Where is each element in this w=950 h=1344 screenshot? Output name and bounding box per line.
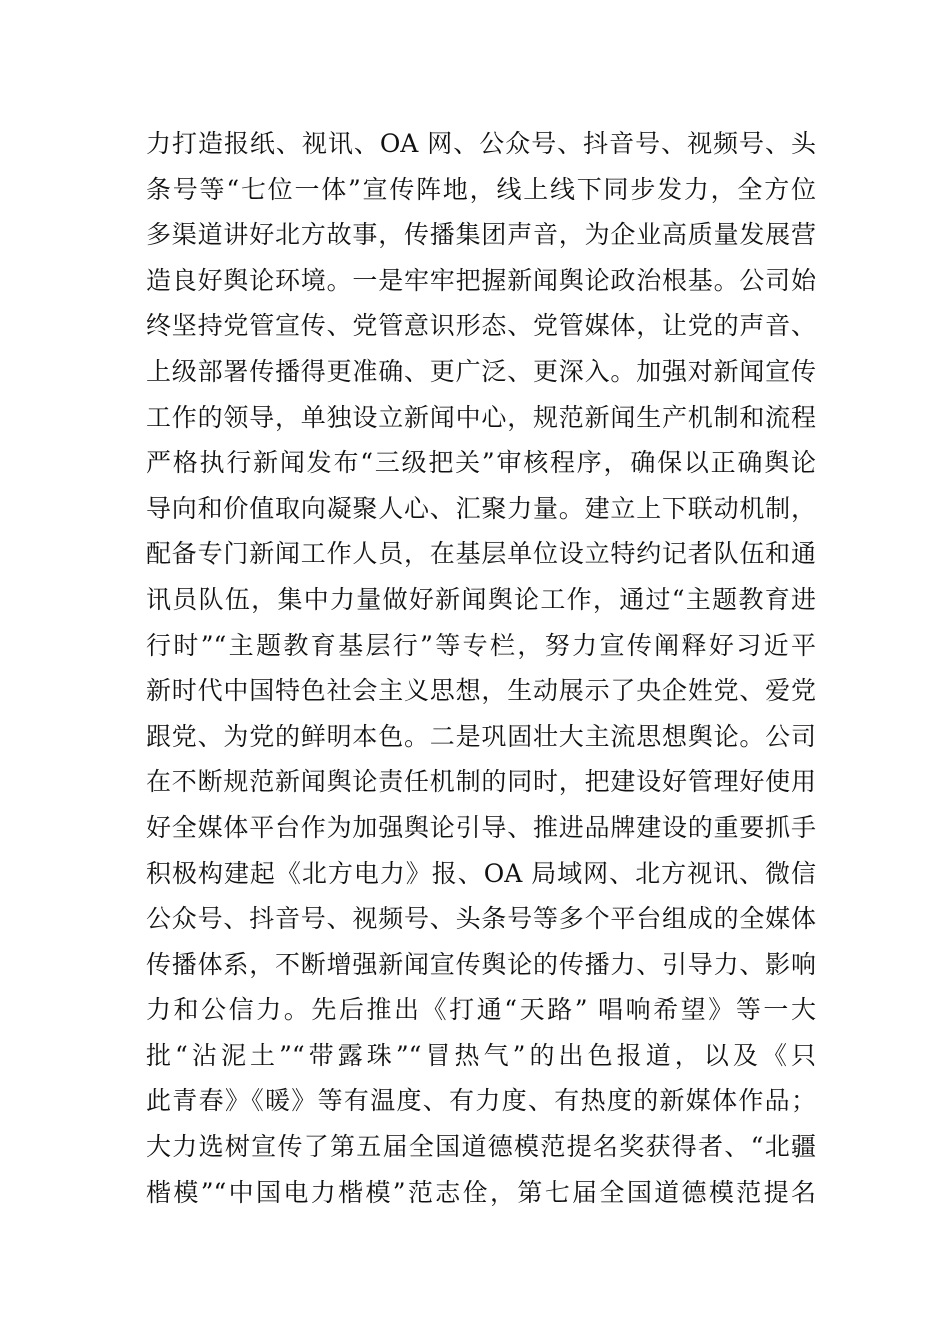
text-line-21: 批“沾泥土”“带露珠”“冒热气”的出色报道，以及《只 bbox=[146, 1040, 816, 1070]
text-line-4: 造良好舆论环境。一是牢牢把握新闻舆论政治根基。公司始 bbox=[146, 265, 816, 295]
text-line-17: 积极构建起《北方电力》报、OA 局域网、北方视讯、微信 bbox=[146, 858, 816, 888]
text-line-16: 好全媒体平台作为加强舆论引导、推进品牌建设的重要抓手 bbox=[146, 812, 816, 842]
text-line-19: 传播体系，不断增强新闻宣传舆论的传播力、引导力、影响 bbox=[146, 949, 816, 979]
text-line-7: 工作的领导，单独设立新闻中心，规范新闻生产机制和流程 bbox=[146, 402, 816, 432]
text-line-15: 在不断规范新闻舆论责任机制的同时，把建设好管理好使用 bbox=[146, 767, 816, 797]
text-line-23: 大力选树宣传了第五届全国道德模范提名奖获得者、“北疆 bbox=[146, 1132, 816, 1162]
body-text bbox=[146, 121, 816, 1215]
text-line-2: 条号等“七位一体”宣传阵地，线上线下同步发力，全方位 bbox=[146, 174, 816, 204]
text-line-3: 多渠道讲好北方故事，传播集团声音，为企业高质量发展营 bbox=[146, 220, 816, 250]
text-line-9: 导向和价值取向凝聚人心、汇聚力量。建立上下联动机制， bbox=[146, 493, 816, 523]
text-line-11: 讯员队伍，集中力量做好新闻舆论工作，通过“主题教育进 bbox=[146, 584, 816, 614]
text-line-8: 严格执行新闻发布“三级把关”审核程序，确保以正确舆论 bbox=[146, 448, 816, 478]
text-line-10: 配备专门新闻工作人员，在基层单位设立特约记者队伍和通 bbox=[146, 539, 816, 569]
text-line-22: 此青春》《暖》等有温度、有力度、有热度的新媒体作品； bbox=[146, 1086, 816, 1116]
text-line-12: 行时”“主题教育基层行”等专栏，努力宣传阐释好习近平 bbox=[146, 630, 816, 660]
text-line-1: 力打造报纸、视讯、OA 网、公众号、抖音号、视频号、头 bbox=[146, 129, 816, 158]
text-line-18: 公众号、抖音号、视频号、头条号等多个平台组成的全媒体 bbox=[146, 904, 816, 934]
text-line-24: 楷模”“中国电力楷模”范志佺，第七届全国道德模范提名 bbox=[146, 1177, 816, 1207]
text-line-13: 新时代中国特色社会主义思想，生动展示了央企姓党、爱党 bbox=[146, 676, 816, 706]
text-line-5: 终坚持党管宣传、党管意识形态、党管媒体，让党的声音、 bbox=[146, 311, 816, 341]
text-line-6: 上级部署传播得更准确、更广泛、更深入。加强对新闻宣传 bbox=[146, 356, 816, 386]
text-line-20: 力和公信力。先后推出《打通“天路” 唱响希望》等一大 bbox=[146, 995, 816, 1025]
text-line-14: 跟党、为党的鲜明本色。二是巩固壮大主流思想舆论。公司 bbox=[146, 721, 816, 751]
